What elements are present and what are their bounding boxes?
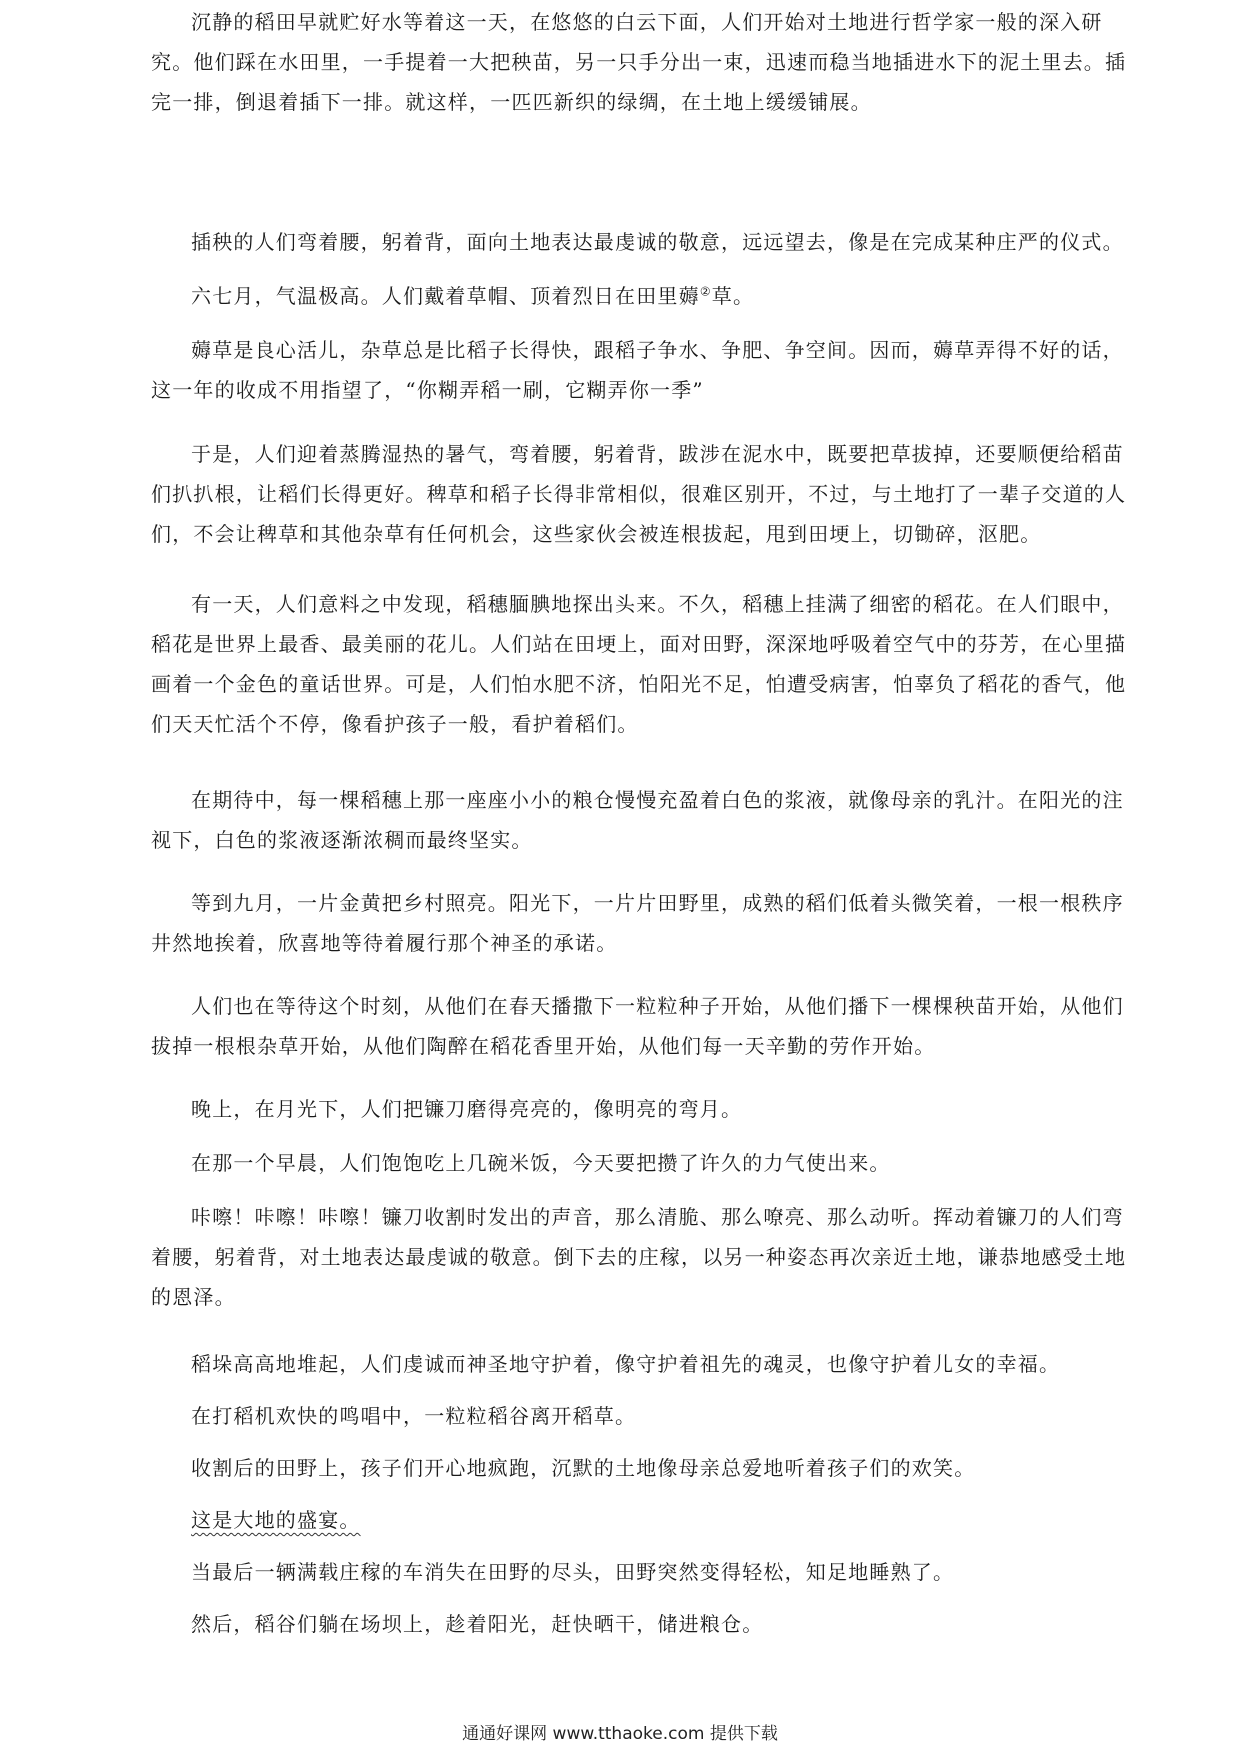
paragraph-15: 收割后的田野上，孩子们开心地疯跑，沉默的土地像母亲总爱地听着孩子们的欢笑。: [191, 1456, 976, 1480]
paragraph-10: 晚上，在月光下，人们把镰刀磨得亮亮的，像明亮的弯月。: [191, 1097, 743, 1121]
paragraph-17: 当最后一辆满载庄稼的车消失在田野的尽头，田野突然变得轻松，知足地睡熟了。: [191, 1560, 955, 1584]
download-footer: 通通好课网 www.tthaoke.com 提供下载: [462, 1724, 778, 1744]
wavy-underlined-sentence: 这是大地的盛宴。: [191, 1508, 361, 1532]
paragraph-12: 咔嚓！咔嚓！咔嚓！镰刀收割时发出的声音，那么清脆、那么嘹亮、那么动听。挥动着镰刀的人们弯着腰，躬着背，对土地表达最虔诚的敬意。倒下去的庄稼，以另一种姿态再次亲近土地，谦恭地感受土地的恩泽。: [151, 1205, 1127, 1309]
paragraph-14: 在打稻机欢快的鸣唱中，一粒粒稻谷离开稻草。: [191, 1404, 637, 1428]
paragraph-2: 插秧的人们弯着腰，躬着背，面向土地表达最虔诚的敬意，远远望去，像是在完成某种庄严的仪式。: [191, 230, 1124, 254]
footnote-mark: ②: [699, 284, 712, 299]
paragraph-18: 然后，稻谷们躺在场坝上，趁着阳光，赶快晒干，储进粮仓。: [191, 1612, 764, 1636]
paragraph-11: 在那一个早晨，人们饱饱吃上几碗米饭，今天要把攒了许久的力气使出来。: [191, 1151, 891, 1175]
paragraph-3: [151, 276, 1131, 316]
paragraph-3-text: 六七月，气温极高。人们戴着草帽、顶着烈日在田里薅: [191, 284, 700, 308]
paragraph-4: 薅草是良心活儿，杂草总是比稻子长得快，跟稻子争水、争肥、争空间。因而，薅草弄得不好的话，这一年的收成不用指望了，“你糊弄稻一刷，它糊弄你一季”: [151, 338, 1124, 402]
paragraph-8: 等到九月，一片金黄把乡村照亮。阳光下，一片片田野里，成熟的稻们低着头微笑着，一根一根秩序井然地挨着，欣喜地等待着履行那个神圣的承诺。: [151, 891, 1124, 955]
paragraph-9: 人们也在等待这个时刻，从他们在春天播撒下一粒粒种子开始，从他们播下一棵棵秧苗开始，从他们拔掉一根根杂草开始，从他们陶醉在稻花香里开始，从他们每一天辛勤的劳作开始。: [151, 994, 1124, 1058]
paragraph-3-tail: 草。: [711, 284, 755, 308]
paragraph-16: [151, 1500, 1131, 1540]
paragraph-1: 沉静的稻田早就贮好水等着这一天，在悠悠的白云下面，人们开始对土地进行哲学家一般的深入研究。他们踩在水田里，一手提着一大把秧苗，另一只手分出一束，迅速而稳当地插进水下的泥土里去。插完一排，倒退着插下一排。就这样，一匹匹新织的绿绸，在土地上缓缓铺展。: [151, 10, 1127, 114]
paragraph-5: 于是，人们迎着蒸腾湿热的暑气，弯着腰，躬着背，跋涉在泥水中，既要把草拔掉，还要顺便给稻苗们扒扒根，让稻们长得更好。稗草和稻子长得非常相似，很难区别开，不过，与土地打了一辈子交道的人们，不会让稗草和其他杂草有任何机会，这些家伙会被连根拔起，甩到田埂上，切锄碎，沤肥。: [151, 442, 1127, 546]
paragraph-13: 稻垛高高地堆起，人们虔诚而神圣地守护着，像守护着祖先的魂灵，也像守护着儿女的幸福。: [191, 1352, 1061, 1376]
paragraph-7: 在期待中，每一棵稻穗上那一座座小小的粮仓慢慢充盈着白色的浆液，就像母亲的乳汁。在阳光的注视下，白色的浆液逐渐浓稠而最终坚实。: [151, 788, 1124, 852]
paragraph-6: 有一天，人们意料之中发现，稻穗腼腆地探出头来。不久，稻穗上挂满了细密的稻花。在人们眼中，稻花是世界上最香、最美丽的花儿。人们站在田埂上，面对田野，深深地呼吸着空气中的芬芳，在心里描画着一个金色的童话世界。可是，人们怕水肥不济，怕阳光不足，怕遭受病害，怕辜负了稻花的香气，他们天天忙活个不停，像看护孩子一般，看护着稻们。: [151, 592, 1127, 736]
